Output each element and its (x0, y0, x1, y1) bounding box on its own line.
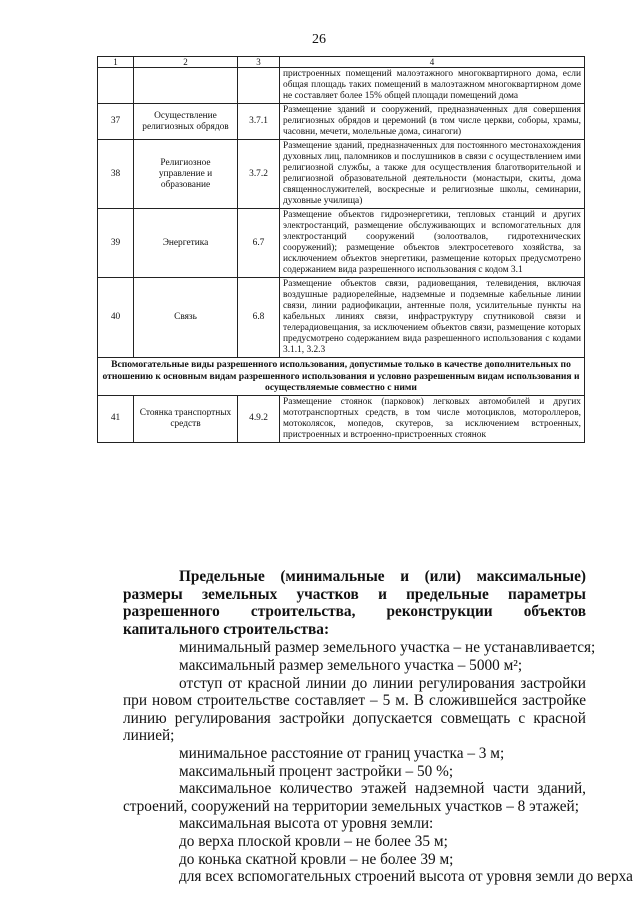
paragraph: максимальная высота от уровня земли: (179, 815, 434, 833)
header-col-3: 3 (238, 57, 280, 68)
use-name: Связь (134, 278, 238, 358)
use-name (134, 68, 238, 104)
use-name: Религиозное управление и образование (134, 140, 238, 209)
paragraph: минимальное расстояние от границ участка – 3 м; (179, 744, 505, 762)
row-number: 39 (98, 209, 134, 278)
use-description: Размещение зданий, предназначенных для постоянного местонахождения духовных лиц, паломников и послушников в связи с осуществлением ими религиозной службы, а также для осуществления благотворительной и религиозной образовательной деятельности (монастыри, скиты, дома священнослужителей, воскресные и религиозные школы, семинарии, духовные училища) (280, 140, 585, 209)
page-number: 26 (312, 32, 326, 47)
row-number: 40 (98, 278, 134, 358)
use-description: Размещение объектов связи, радиовещания, телевидения, включая воздушные радиорелейные, надземные и подземные кабельные линии связи, линии радиофикации, антенные поля, усилительные пункты на кабельных линиях связи, инфраструктуру спутниковой связи и телерадиовещания, за исключением объектов связи, размещение которых предусмотрено содержанием вида разрешенного использования с кодами 3.1.1, 3.2.3 (280, 278, 585, 358)
header-col-4: 4 (280, 57, 585, 68)
land-use-table (97, 56, 585, 443)
use-code: 6.8 (238, 278, 280, 358)
table-row (98, 104, 585, 140)
table-row (98, 395, 585, 442)
row-number (98, 68, 134, 104)
paragraph: для всех вспомогательных строений высота от уровня земли до верха (179, 868, 633, 886)
section-title: Вспомогательные виды разрешенного использования, допустимые только в качестве дополнительных по отношению к основным видам разрешенного использования и условно разрешенным видам использования и осуществляемые совместно с ними (98, 358, 585, 396)
use-code: 3.7.2 (238, 140, 280, 209)
paragraph: максимальное количество этажей надземной части зданий, строений, сооружений на территории земельных участков – 8 этажей; (123, 780, 586, 815)
table-row (98, 68, 585, 104)
table-header-row (98, 57, 585, 68)
header-col-1: 1 (98, 57, 134, 68)
section-row (98, 358, 585, 396)
paragraph: до конька скатной кровли – не более 39 м; (179, 850, 454, 868)
paragraph: отступ от красной линии до линии регулирования застройки при новом строительстве составляет – 5 м. В сложившейся застройке линию регулирования застройки допускается совмещать с красной линией; (123, 674, 586, 745)
table-row (98, 140, 585, 209)
paragraph: минимальный размер земельного участка – не устанавливается; (179, 639, 596, 657)
parameters-section (123, 568, 633, 886)
use-name: Осуществление религиозных обрядов (134, 104, 238, 140)
use-code: 3.7.1 (238, 104, 280, 140)
row-number: 37 (98, 104, 134, 140)
use-code: 6.7 (238, 209, 280, 278)
paragraph: до верха плоской кровли – не более 35 м; (179, 832, 448, 850)
row-number: 38 (98, 140, 134, 209)
use-description: пристроенных помещений малоэтажного многоквартирного дома, если общая площадь таких помещений в малоэтажном многоквартирном доме не составляет более 15% общей площади помещений дома (280, 68, 585, 104)
table-row (98, 209, 585, 278)
use-name: Стоянка транспортных средств (134, 395, 238, 442)
use-code: 4.9.2 (238, 395, 280, 442)
paragraph: максимальный процент застройки – 50 %; (179, 762, 454, 780)
use-code (238, 68, 280, 104)
use-description: Размещение стоянок (парковок) легковых автомобилей и других мототранспортных средств, в том числе мотоциклов, мотороллеров, мотоколясок, мопедов, скутеров, за исключением встроенных, пристроенных и встроенно-пристроенных стоянок (280, 395, 585, 442)
table-row (98, 278, 585, 358)
header-col-2: 2 (134, 57, 238, 68)
use-name: Энергетика (134, 209, 238, 278)
use-description: Размещение зданий и сооружений, предназначенных для совершения религиозных обрядов и церемоний (в том числе церкви, соборы, храмы, часовни, мечети, молельные дома, синагоги) (280, 104, 585, 140)
row-number: 41 (98, 395, 134, 442)
use-description: Размещение объектов гидроэнергетики, тепловых станций и других электростанций, размещение обслуживающих и вспомогательных для электростанций сооружений (золоотвалов, гидротехнических сооружений); размещение объектов электросетевого хозяйства, за исключением объектов энергетики, размещение которых предусмотрено содержанием вида разрешенного использования с кодом 3.1 (280, 209, 585, 278)
parameters-heading: Предельные (минимальные и (или) максимальные) размеры земельных участков и предельные параметры разрешенного строительства, реконструкции объектов капитального строительства: (123, 568, 586, 638)
paragraph: максимальный размер земельного участка – 5000 м²; (179, 656, 523, 674)
